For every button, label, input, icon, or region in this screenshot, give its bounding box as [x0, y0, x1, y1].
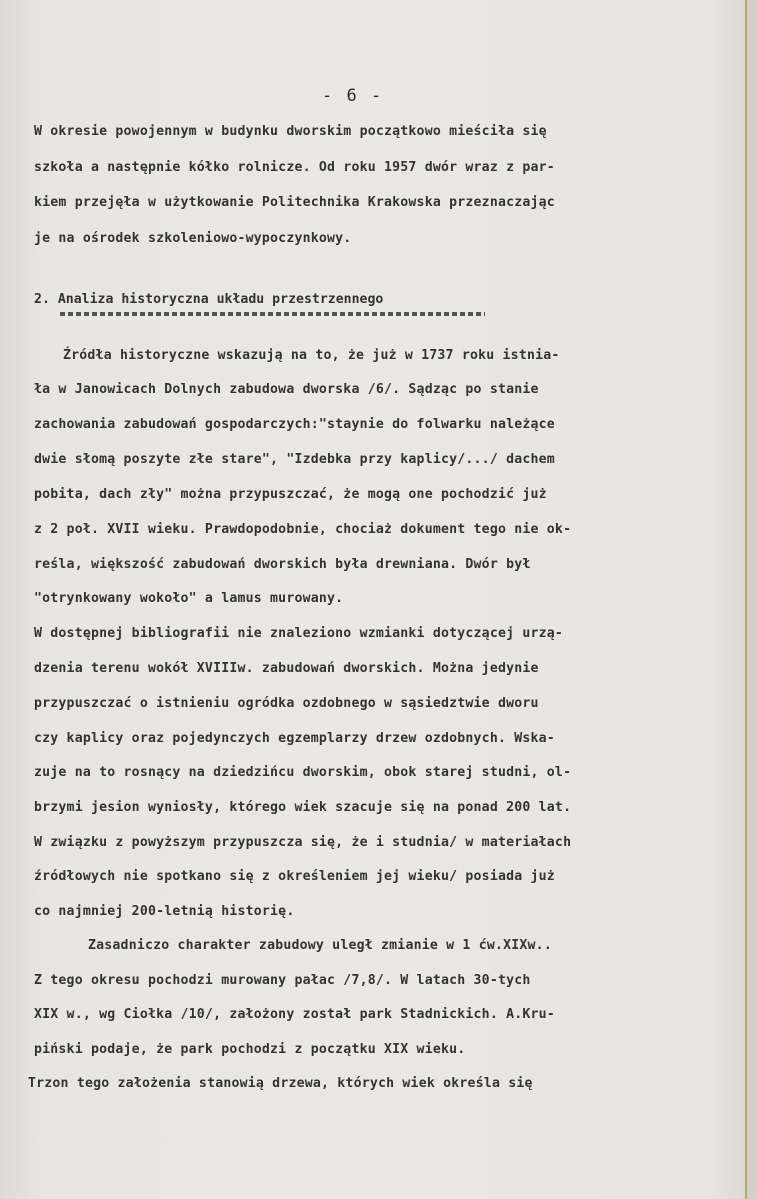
heading-underline	[60, 312, 485, 316]
text-line: brzymi jesion wyniosły, którego wiek szacuje się na ponad 200 lat.	[34, 800, 572, 815]
text-line: dwie słomą poszyte złe stare", "Izdebka przy kaplicy/.../ dachem	[34, 452, 555, 467]
text-line: z 2 poł. XVII wieku. Prawdopodobnie, chociaż dokument tego nie ok-	[34, 522, 572, 537]
page-number: - 6 -	[322, 86, 384, 106]
text-line: pobita, dach zły" można przypuszczać, że mogą one pochodzić już	[34, 487, 547, 502]
text-line: czy kaplicy oraz pojedynczych egzemplarzy drzew ozdobnych. Wska-	[34, 731, 555, 746]
text-line: dzenia terenu wokół XVIIIw. zabudowań dworskich. Można jedynie	[34, 661, 539, 676]
text-line: przypuszczać o istnieniu ogródka ozdobnego w sąsiedztwie dworu	[34, 696, 539, 711]
page-edge	[747, 0, 757, 1199]
text-line: szkoła a następnie kółko rolnicze. Od roku 1957 dwór wraz z par-	[34, 160, 555, 175]
text-line: piński podaje, że park pochodzi z początku XIX wieku.	[34, 1042, 466, 1057]
text-line: "otrynkowany wokoło" a lamus murowany.	[34, 591, 344, 606]
text-line: ła w Janowicach Dolnych zabudowa dworska /6/. Sądząc po stanie	[34, 382, 539, 397]
page-edge-line	[745, 0, 747, 1199]
text-line: W okresie powojennym w budynku dworskim początkowo mieściła się	[34, 124, 547, 139]
text-line: zuje na to rosnący na dziedzińcu dworskim, obok starej studni, ol-	[34, 765, 572, 780]
text-line: W związku z powyższym przypuszcza się, że i studnia/ w materiałach	[34, 835, 572, 850]
text-line: co najmniej 200-letnią historię.	[34, 904, 295, 919]
text-line: W dostępnej bibliografii nie znaleziono wzmianki dotyczącej urzą-	[34, 626, 564, 641]
text-line: Zasadniczo charakter zabudowy uległ zmianie w 1 ćw.XIXw..	[88, 938, 552, 953]
text-line: zachowania zabudowań gospodarczych:"staynie do folwarku należące	[34, 417, 555, 432]
text-line: je na ośrodek szkoleniowo-wypoczynkowy.	[34, 231, 352, 246]
text-line: reśla, większość zabudowań dworskich była drewniana. Dwór był	[34, 557, 531, 572]
text-line: Źródła historyczne wskazują na to, że już w 1737 roku istnia-	[63, 348, 560, 363]
text-line: źródłowych nie spotkano się z określeniem jej wieku/ posiada już	[34, 869, 555, 884]
text-line: Trzon tego założenia stanowią drzewa, których wiek określa się	[28, 1076, 533, 1091]
text-line: XIX w., wg Ciołka /10/, założony został park Stadnickich. A.Kru-	[34, 1007, 555, 1022]
text-line: Z tego okresu pochodzi murowany pałac /7,8/. W latach 30-tych	[34, 973, 531, 988]
section-heading: 2. Analiza historyczna układu przestrzennego	[34, 292, 384, 307]
text-line: kiem przejęła w użytkowanie Politechnika Krakowska przeznaczając	[34, 195, 555, 210]
